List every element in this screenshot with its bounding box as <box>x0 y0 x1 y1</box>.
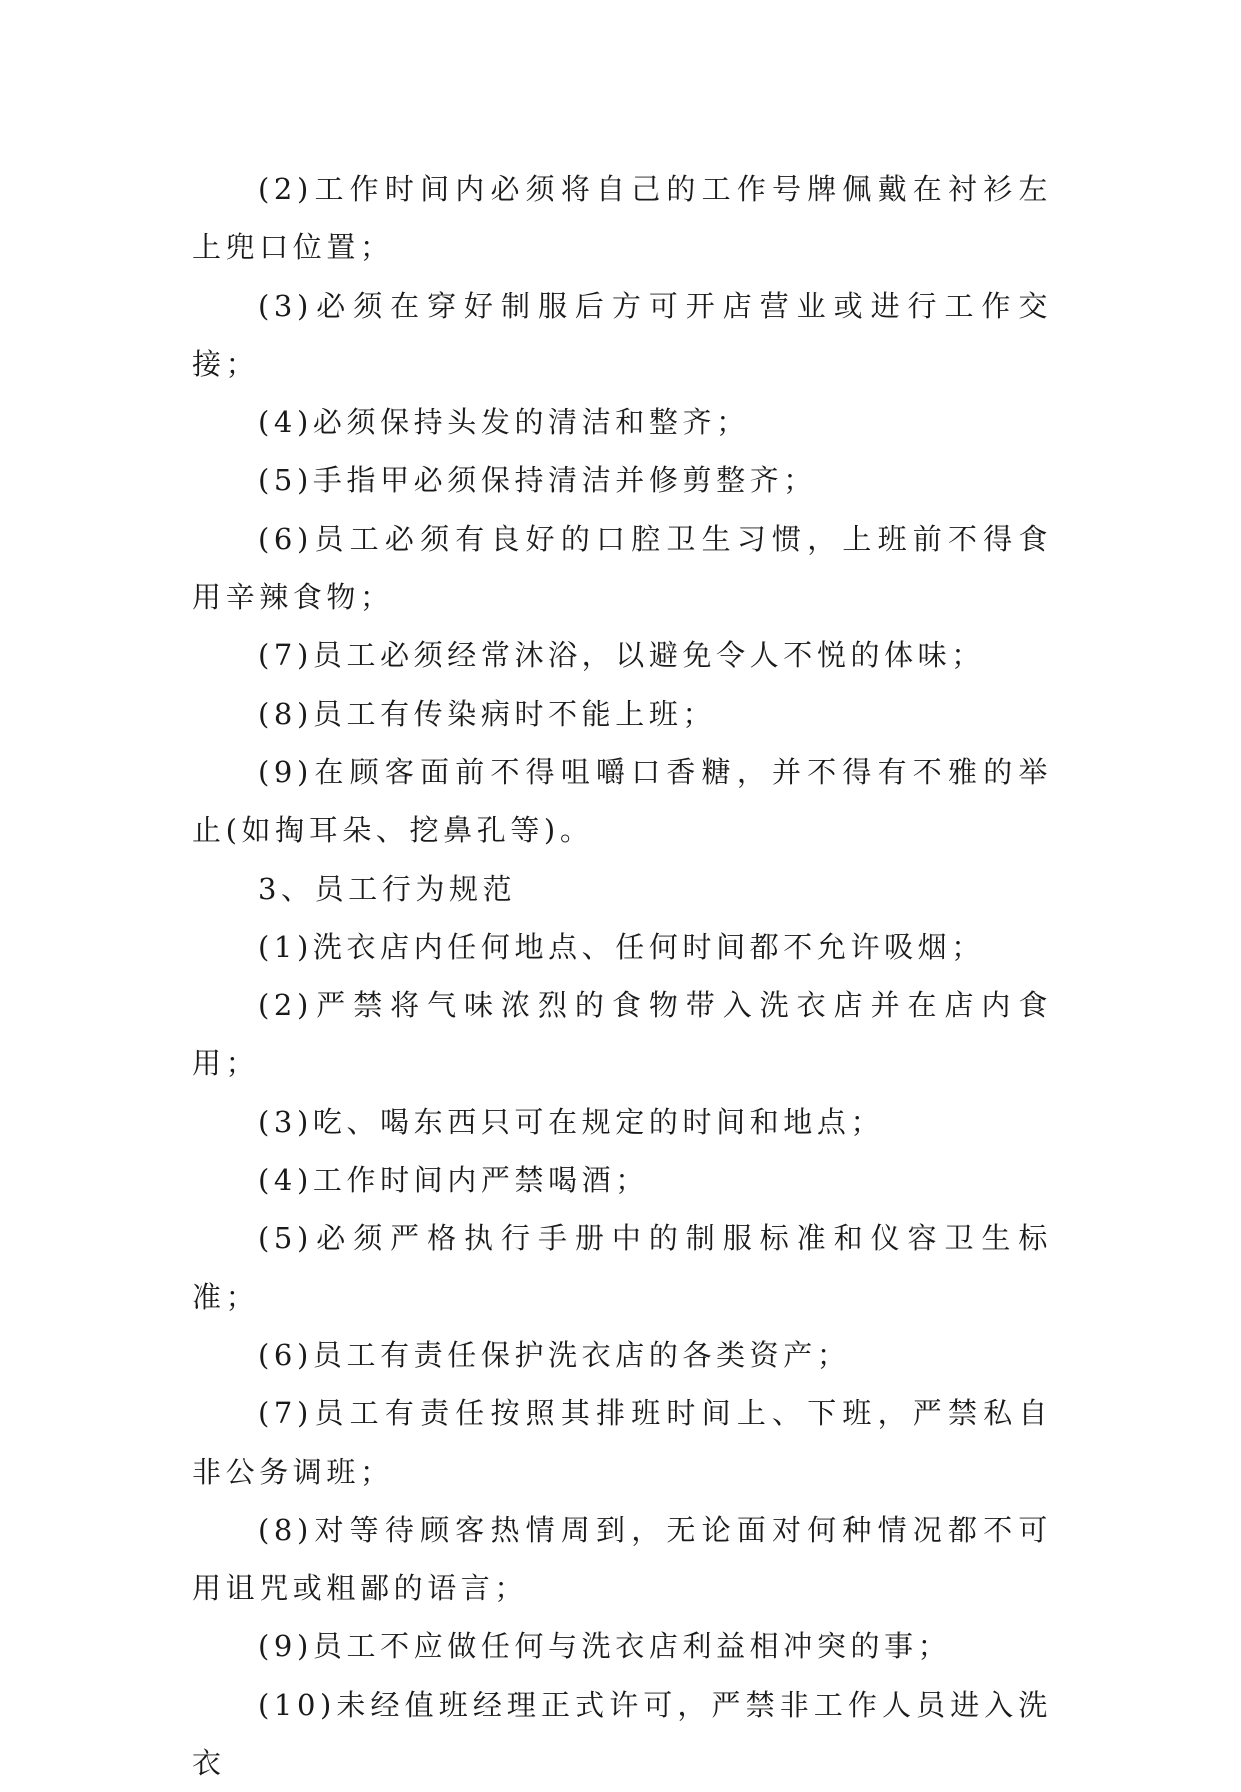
paragraph-behavior-3: (3)吃、喝东西只可在规定的时间和地点； <box>258 1104 885 1139</box>
paragraph-behavior-7: (7)员工有责任按照其排班时间上、下班，严禁私自非公务调班； <box>192 1396 1052 1489</box>
document-body <box>192 160 1052 1792</box>
paragraph-appearance-9: (9)在顾客面前不得咀嚼口香糖，并不得有不雅的举止(如掏耳朵、挖鼻孔等)。 <box>192 754 1052 848</box>
paragraph-behavior-6: (6)员工有责任保护洗衣店的各类资产； <box>258 1337 851 1372</box>
paragraph-appearance-7: (7)员工必须经常沐浴，以避免令人不悦的体味； <box>258 638 985 673</box>
paragraph-behavior-8: (8)对等待顾客热情周到，无论面对何种情况都不可用诅咒或粗鄙的语言； <box>192 1512 1052 1606</box>
paragraph-appearance-3: (3)必须在穿好制服后方可开店营业或进行工作交接； <box>192 288 1052 381</box>
paragraph-appearance-2: (2)工作时间内必须将自己的工作号牌佩戴在衬衫左上兜口位置； <box>192 172 1052 265</box>
paragraph-behavior-10: (10)未经值班经理正式许可，严禁非工作人员进入洗衣 <box>192 1687 1052 1781</box>
paragraph-appearance-8: (8)员工有传染病时不能上班； <box>258 696 717 731</box>
paragraph-behavior-2: (2)严禁将气味浓烈的食物带入洗衣店并在店内食用； <box>192 988 1052 1081</box>
paragraph-behavior-9: (9)员工不应做任何与洗衣店利益相冲突的事； <box>258 1629 952 1664</box>
paragraph-behavior-1: (1)洗衣店内任何地点、任何时间都不允许吸烟； <box>258 929 985 964</box>
paragraph-appearance-5: (5)手指甲必须保持清洁并修剪整齐； <box>258 463 817 498</box>
paragraph-appearance-4: (4)必须保持头发的清洁和整齐； <box>258 405 750 440</box>
section-heading-behavior: 3、员工行为规范 <box>258 871 517 906</box>
paragraph-appearance-6: (6)员工必须有良好的口腔卫生习惯，上班前不得食用辛辣食物； <box>192 521 1052 615</box>
paragraph-behavior-4: (4)工作时间内严禁喝酒； <box>258 1163 649 1198</box>
paragraph-behavior-5: (5)必须严格执行手册中的制服标准和仪容卫生标准； <box>192 1221 1052 1314</box>
